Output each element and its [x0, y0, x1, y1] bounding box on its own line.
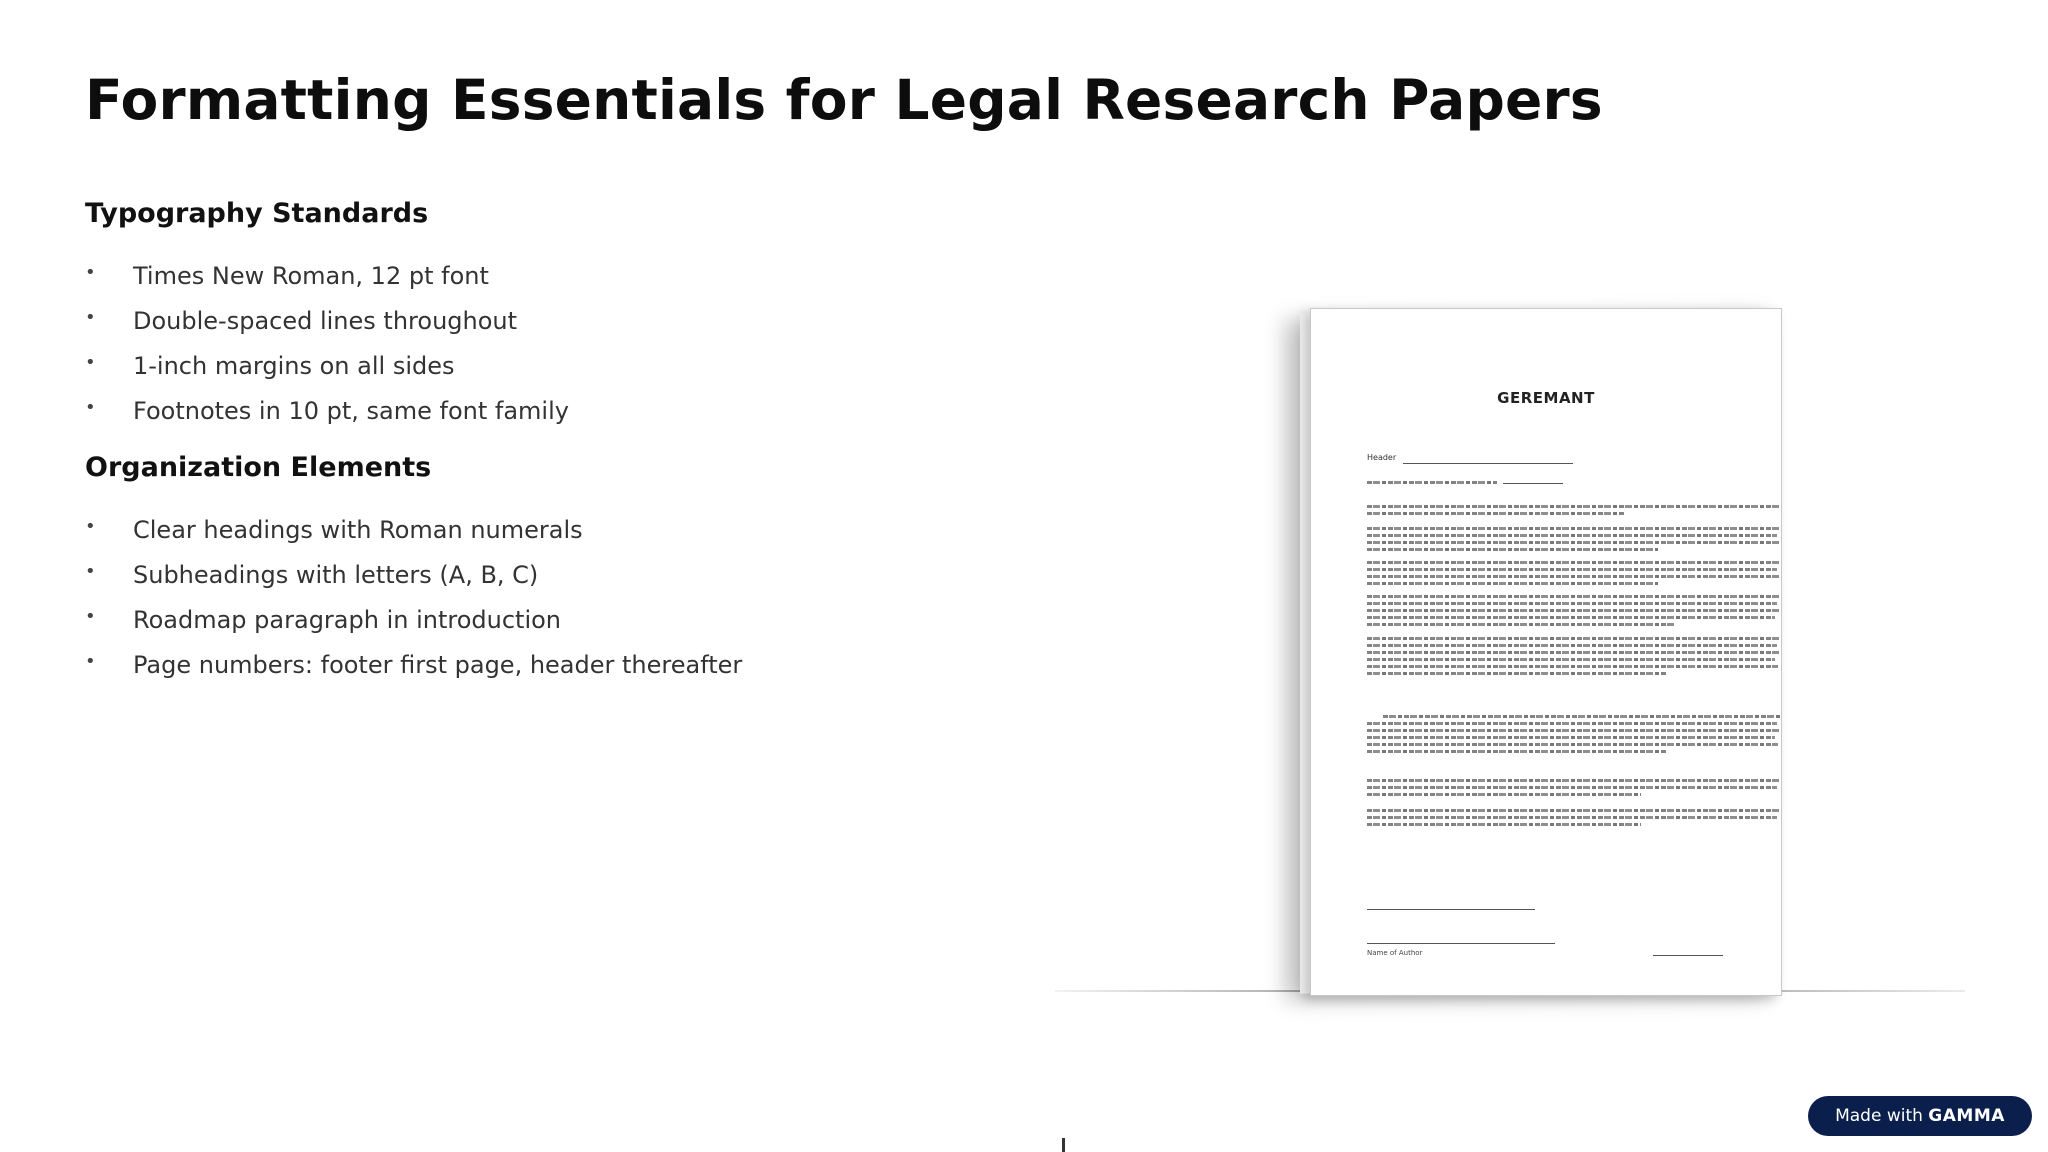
list-item — [85, 647, 742, 692]
bullet-icon: • — [85, 651, 96, 672]
illustration-text-line — [1367, 823, 1641, 826]
illustration-text-line — [1367, 665, 1778, 668]
bullet-icon: • — [85, 352, 96, 373]
illustration-signature-line — [1367, 943, 1555, 944]
badge-prefix: Made with — [1835, 1106, 1923, 1126]
illustration-text-line — [1367, 672, 1667, 675]
illustration-text-line — [1367, 548, 1658, 551]
illustration-text-line — [1367, 595, 1779, 598]
illustration-text-line — [1367, 750, 1667, 753]
illustration-rule — [1503, 483, 1563, 484]
illustration-text-line — [1367, 816, 1777, 819]
list-item — [85, 512, 742, 557]
list-item-text: Roadmap paragraph in introduction — [133, 606, 562, 634]
next-section-preview — [1062, 1138, 1962, 1152]
illustration-text-line — [1367, 616, 1775, 619]
illustration-paper-title: GEREMANT — [1497, 389, 1595, 407]
made-with-gamma-badge[interactable] — [1808, 1096, 2032, 1136]
bullet-icon: • — [85, 561, 96, 582]
document-illustration — [1310, 308, 1782, 996]
organization-list — [85, 512, 742, 692]
typography-list — [85, 258, 569, 438]
illustration-text-line — [1367, 505, 1779, 508]
list-item-text: Times New Roman, 12 pt font — [133, 262, 489, 290]
illustration-text-line — [1367, 623, 1675, 626]
illustration-text-line — [1367, 722, 1777, 725]
illustration-text-line — [1367, 651, 1781, 654]
list-item-text: Double-spaced lines throughout — [133, 307, 518, 335]
illustration-text-line — [1367, 644, 1777, 647]
illustration-text-line — [1367, 582, 1658, 585]
bullet-icon: • — [85, 606, 96, 627]
illustration-text-line — [1367, 736, 1775, 739]
illustration-text-line — [1367, 786, 1777, 789]
illustration-text-line — [1367, 779, 1779, 782]
list-item — [85, 557, 742, 602]
illustration-text-line — [1367, 793, 1641, 796]
illustration-footer-label: Name of Author — [1367, 949, 1423, 957]
illustration-text-line — [1367, 481, 1497, 484]
section-heading-organization: Organization Elements — [85, 452, 432, 483]
illustration-signature-line — [1367, 909, 1535, 910]
list-item — [85, 393, 569, 438]
illustration-text-line — [1367, 534, 1777, 537]
illustration-text-line — [1367, 609, 1781, 612]
illustration-text-line — [1367, 512, 1624, 515]
illustration-text-line — [1367, 568, 1777, 571]
list-item-text: Clear headings with Roman numerals — [133, 516, 583, 544]
list-item — [85, 348, 569, 393]
bullet-icon: • — [85, 262, 96, 283]
illustration-text-line — [1367, 658, 1775, 661]
illustration-text-line — [1367, 575, 1781, 578]
bullet-icon: • — [85, 397, 96, 418]
list-item-text: Subheadings with letters (A, B, C) — [133, 561, 539, 589]
illustration-header-label: Header — [1367, 453, 1397, 462]
illustration-text-line — [1383, 715, 1782, 718]
page-title: Formatting Essentials for Legal Research Papers — [85, 68, 1603, 132]
section-heading-typography: Typography Standards — [85, 198, 429, 229]
list-item — [85, 303, 569, 348]
illustration-text-line — [1367, 743, 1778, 746]
list-item-text: 1-inch margins on all sides — [133, 352, 455, 380]
illustration-text-line — [1367, 527, 1779, 530]
list-item — [85, 258, 569, 303]
illustration-date-line — [1653, 955, 1723, 956]
list-item — [85, 602, 742, 647]
illustration-rule — [1403, 463, 1573, 464]
illustration-text-line — [1367, 602, 1777, 605]
illustration-text-line — [1367, 541, 1781, 544]
list-item-text: Footnotes in 10 pt, same font family — [133, 397, 569, 425]
list-item-text: Page numbers: footer first page, header thereafter — [133, 651, 743, 679]
illustration-text-line — [1367, 561, 1779, 564]
illustration-text-line — [1367, 729, 1781, 732]
bullet-icon: • — [85, 307, 96, 328]
gamma-logo: GAMMA — [1928, 1106, 2005, 1126]
illustration-text-line — [1367, 637, 1779, 640]
bullet-icon: • — [85, 516, 96, 537]
illustration-text-line — [1367, 809, 1779, 812]
preview-accent-bar — [1062, 1138, 1065, 1152]
